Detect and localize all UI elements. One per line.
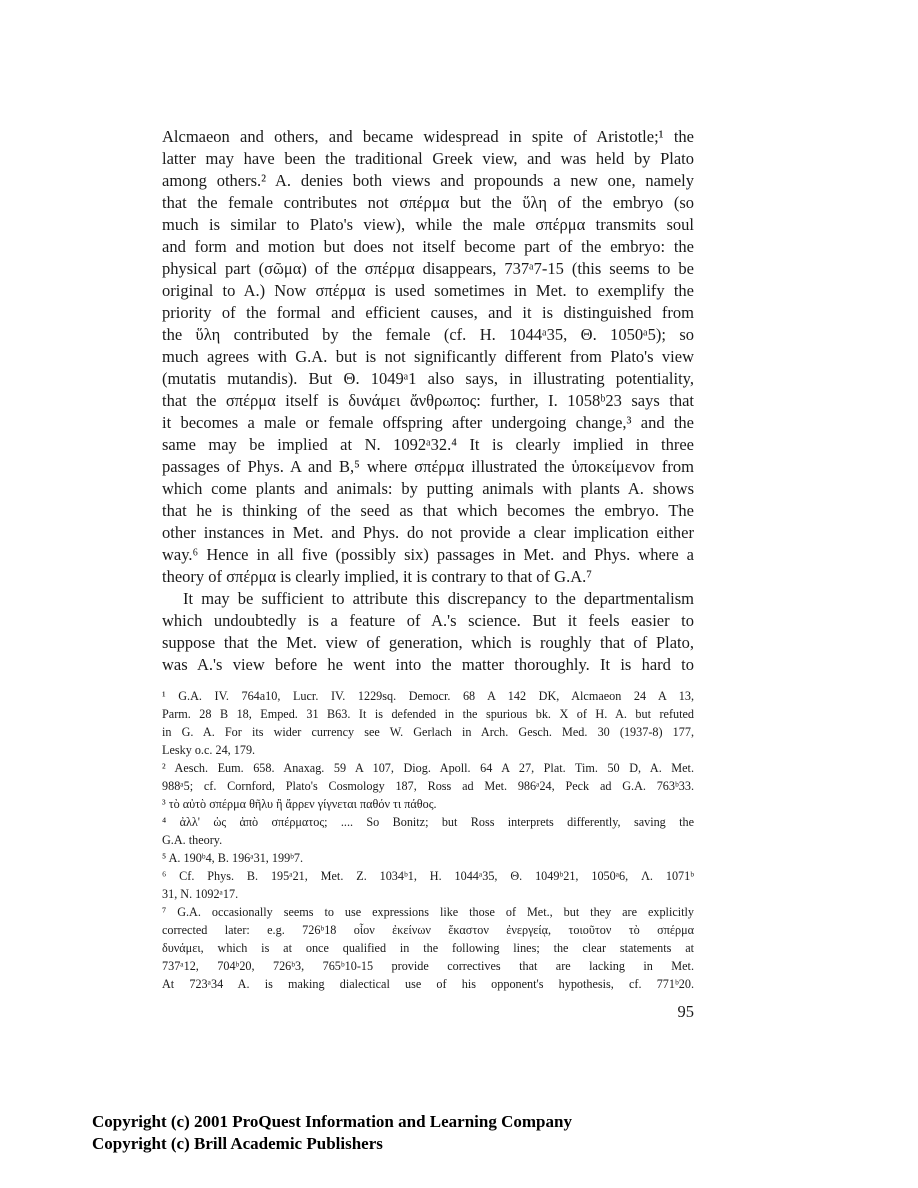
body-line: passages of Phys. A and B,⁵ where σπέρμα illustrated the ὑποκείμενον from — [162, 457, 694, 476]
footnote-line: G.A. theory. — [162, 833, 223, 847]
body-line: which undoubtedly is a feature of A.'s science. But it feels easier to — [162, 611, 694, 630]
footnote-line: 31, N. 1092ᵃ17. — [162, 887, 239, 901]
body-line: that he is thinking of the seed as that which becomes the embryo. The — [162, 501, 694, 520]
body-line: (mutatis mutandis). But Θ. 1049ᵃ1 also says, in illustrating potentiality, — [162, 369, 694, 388]
footnote-line: Parm. 28 B 18, Emped. 31 B63. It is defended in the spurious bk. X of H. A. but refuted — [162, 707, 694, 721]
body-line: much agrees with G.A. but is not significantly different from Plato's view — [162, 347, 694, 366]
body-line: latter may have been the traditional Greek view, and was held by Plato — [162, 149, 694, 168]
body-line: It may be sufficient to attribute this discrepancy to the departmentalism — [183, 589, 694, 608]
body-line: original to A.) Now σπέρμα is used sometimes in Met. to exemplify the — [162, 281, 694, 300]
body-line: and form and motion but does not itself become part of the embryo: the — [162, 237, 694, 256]
footnote-line: ¹ G.A. IV. 764a10, Lucr. IV. 1229sq. Democr. 68 A 142 DK, Alcmaeon 24 A 13, — [162, 689, 694, 703]
footnote-line: 737ᵃ12, 704ᵇ20, 726ᵇ3, 765ᵇ10-15 provide correctives that are lacking in Met. — [162, 959, 694, 973]
footnote-line: ² Aesch. Eum. 658. Anaxag. 59 A 107, Diog. Apoll. 64 A 27, Plat. Tim. 50 D, A. Met. — [162, 761, 694, 775]
body-line: suppose that the Met. view of generation, which is roughly that of Plato, — [162, 633, 694, 652]
body-line: physical part (σῶμα) of the σπέρμα disappears, 737ᵃ7-15 (this seems to be — [162, 259, 694, 278]
body-line: theory of σπέρμα is clearly implied, it is contrary to that of G.A.⁷ — [162, 567, 592, 586]
body-line: priority of the formal and efficient causes, and it is distinguished from — [162, 303, 694, 322]
footnote-line: ⁴ ἀλλ' ὡς ἀπὸ σπέρματος; .... So Bonitz; but Ross interprets differently, saving the — [162, 815, 694, 829]
body-line: the ὕλη contributed by the female (cf. H. 1044ᵃ35, Θ. 1050ᵃ5); so — [162, 325, 694, 344]
copyright-line: Copyright (c) Brill Academic Publishers — [92, 1134, 383, 1153]
body-line: was A.'s view before he went into the matter thoroughly. It is hard to — [162, 655, 694, 674]
body-line: same may be implied at N. 1092ᵃ32.⁴ It is clearly implied in three — [162, 435, 694, 454]
footnote-line: in G. A. For its wider currency see W. Gerlach in Arch. Gesch. Med. 30 (1937-8) 177, — [162, 725, 694, 739]
body-line: Alcmaeon and others, and became widespread in spite of Aristotle;¹ the — [162, 127, 694, 146]
footnote-line: 988ᵃ5; cf. Cornford, Plato's Cosmology 187, Ross ad Met. 986ᵃ24, Peck ad G.A. 763ᵇ33. — [162, 779, 694, 793]
page-number: 95 — [677, 1002, 694, 1021]
body-line: that the female contributes not σπέρμα but the ὕλη of the embryo (so — [162, 193, 694, 212]
copyright-line: Copyright (c) 2001 ProQuest Information and Learning Company — [92, 1112, 572, 1131]
footnote-line: At 723ᵃ34 A. is making dialectical use of his opponent's hypothesis, cf. 771ᵇ20. — [162, 977, 694, 991]
footnote-line: corrected later: e.g. 726ᵇ18 οἷον ἐκείνων ἕκαστον ἐνεργείᾳ, τοιοῦτον τὸ σπέρμα — [162, 923, 694, 937]
footnote-line: Lesky o.c. 24, 179. — [162, 743, 256, 757]
body-line: it becomes a male or female offspring after undergoing change,³ and the — [162, 413, 694, 432]
body-line: that the σπέρμα itself is δυνάμει ἄνθρωπος: further, I. 1058ᵇ23 says that — [162, 391, 694, 410]
body-line: other instances in Met. and Phys. do not provide a clear implication either — [162, 523, 694, 542]
body-line: much is similar to Plato's view), while the male σπέρμα transmits soul — [162, 215, 694, 234]
body-line: among others.² A. denies both views and propounds a new one, namely — [162, 171, 694, 190]
body-line: way.⁶ Hence in all five (possibly six) passages in Met. and Phys. where a — [162, 545, 694, 564]
footnote-line: ³ τὸ αὐτὸ σπέρμα θῆλυ ἢ ἄρρεν γίγνεται παθόν τι πάθος. — [162, 797, 437, 811]
body-line: which come plants and animals: by putting animals with plants A. shows — [162, 479, 694, 498]
footnote-line: ⁵ A. 190ᵇ4, B. 196ᵃ31, 199ᵇ7. — [162, 851, 304, 865]
footnote-line: ⁷ G.A. occasionally seems to use expressions like those of Met., but they are explicitly — [162, 905, 694, 919]
footnote-line: δυνάμει, which is at once qualified in the following lines; the clear statements at — [162, 941, 694, 955]
footnote-line: ⁶ Cf. Phys. B. 195ᵃ21, Met. Z. 1034ᵇ1, H. 1044ᵃ35, Θ. 1049ᵇ21, 1050ᵃ6, Λ. 1071ᵇ — [162, 869, 694, 883]
